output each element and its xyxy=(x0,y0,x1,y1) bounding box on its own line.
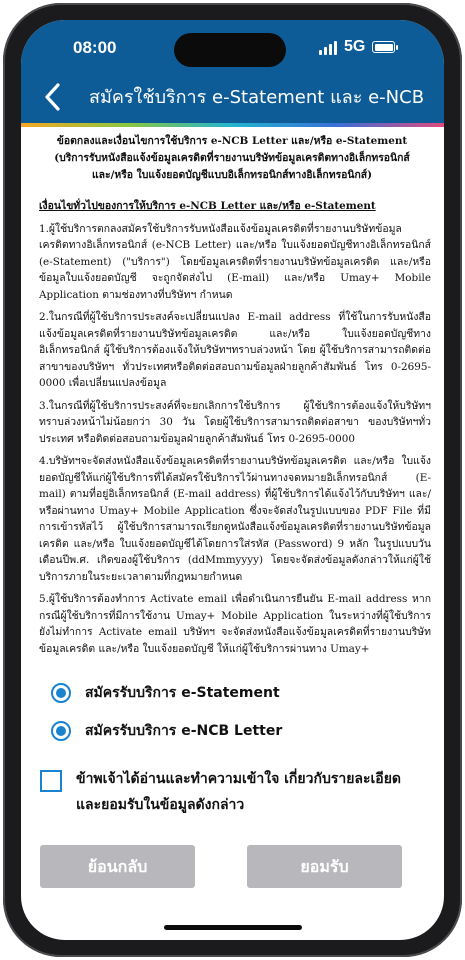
battery-icon xyxy=(372,41,395,53)
terms-heading-line: (บริการรับหนังสือแจ้งข้อมูลเครดิตที่รายงานบริษัทข้อมูลเครดิตทางอิเล็กทรอนิกส์ xyxy=(54,152,410,164)
option-label: สมัครรับบริการ e-NCB Letter xyxy=(85,723,283,739)
battery-cap xyxy=(396,45,398,50)
consent-label: ข้าพเจ้าได้อ่านและทำความเข้าใจ เกี่ยวกับรายละเอียด และยอมรับในข้อมูลดังกล่าว xyxy=(76,771,402,813)
terms-subheading: เงื่อนไขทั่วไปของการให้บริการ e-NCB Letter และ/หรือ e-Statement xyxy=(39,200,376,212)
terms-heading xyxy=(33,133,431,184)
accept-button[interactable]: ยอมรับ xyxy=(247,845,402,888)
terms-paragraph: 1.ผู้ใช้บริการตกลงสมัครใช้บริการรับหนังสือแจ้งข้อมูลเครดิตที่รายงานบริษัทข้อมูลเครดิตทางอิเล็กทรอนิกส์ (e-NCB Letter) และ/หรือ ใบแจ้งยอดบัญชีทางอิเล็กทรอนิกส์ (e-Statement) ("บริการ") โดยข้อมูลเครดิตที่รายงานบริษัทข้อมูลเครดิต และ/หรือ ข้อมูลใบแจ้งยอดบัญชี จะถูกจัดส่งไป (E-mail) และ/หรือ Umay+ Mobile Application ตามช่องทางที่บริษัทฯ กำหนด xyxy=(39,222,431,301)
terms-paragraph: 4.บริษัทฯจะจัดส่งหนังสือแจ้งข้อมูลเครดิตที่รายงานบริษัทข้อมูลเครดิต และ/หรือ ใบแจ้งยอดบัญชีให้แก่ผู้ใช้บริการที่ได้สมัครใช้บริการไว้ผ่านทางจดหมายอิเล็กทรอนิกส์ (E-mail) ตามที่อยู่อิเล็กทรอนิกส์ (E-mail address) ที่ผู้ใช้บริการได้แจ้งไว้กับบริษัทฯ และ/หรือผ่านทาง Umay+ Mobile Application ซึ่งจะจัดส่งในรูปแบบของ PDF File ที่มีการเข้ารหัสไว้ ผู้ใช้บริการสามารถเรียกดูหนังสือแจ้งข้อมูลเครดิตที่รายงานบริษัทข้อมูลเครดิต และ/หรือ ใบแจ้งยอดบัญชีได้โดยการใส่รหัส (Password) 9 หลัก ในรูปแบบวันเดือนปีพ.ศ. เกิดของผู้ใช้บริการ (ddMmmyyyy) โดยจะจัดส่งข้อมูลดังกล่าวให้แก่ผู้ใช้บริการภายในระยะเวลาตามที่กฎหมายกำหนด xyxy=(39,455,431,583)
radio-selected-icon[interactable] xyxy=(51,683,71,703)
back-action-button[interactable]: ย้อนกลับ xyxy=(40,845,195,888)
terms-document[interactable] xyxy=(33,133,431,667)
terms-heading-line: และ/หรือ ใบแจ้งยอดบัญชีแบบอิเล็กทรอนิกส์ทางอิเล็กทรอนิกส์) xyxy=(91,169,373,181)
terms-paragraph: 2.ในกรณีที่ผู้ใช้บริการประสงค์จะเปลี่ยนแปลง E-mail address ที่ใช้ในการรับหนังสือแจ้งข้อมูลเครดิตที่รายงานบริษัทข้อมูลเครดิต และ/หรือ ใบแจ้งยอดบัญชีทางอิเล็กทรอนิกส์ ผู้ใช้บริการต้องแจ้งให้บริษัทฯทราบล่วงหน้า โดย ผู้ใช้บริการสามารถติดต่อสาขาของบริษัทฯ ทั่วประเทศหรือติดต่อสอบถามข้อมูลฝ่ายลูกค้าสัมพันธ์ โทร 0-2695-0000 เพื่อเปลี่ยนแปลงข้อมูล xyxy=(39,311,431,389)
radio-selected-icon[interactable] xyxy=(51,721,71,741)
option-label: สมัครรับบริการ e-Statement xyxy=(85,685,280,701)
consent-checkbox[interactable] xyxy=(40,770,62,792)
phone-frame xyxy=(3,3,462,957)
terms-heading-line: ข้อตกลงและเงื่อนไขการใช้บริการ e-NCB Letter และ/หรือ e-Statement xyxy=(56,135,408,147)
status-time: 08:00 xyxy=(73,38,117,57)
header-color-stripe xyxy=(21,123,444,127)
network-type: 5G xyxy=(344,38,366,55)
option-e-statement[interactable] xyxy=(51,682,280,704)
home-indicator xyxy=(164,925,302,930)
back-button[interactable] xyxy=(41,80,65,114)
dynamic-island xyxy=(174,33,286,67)
app-header xyxy=(21,20,444,123)
app-screen xyxy=(21,20,444,940)
option-e-ncb-letter[interactable] xyxy=(51,720,282,742)
signal-icon xyxy=(319,41,339,55)
terms-paragraph: 3.ในกรณีที่ผู้ใช้บริการประสงค์ที่จะยกเลิกการใช้บริการ ผู้ใช้บริการต้องแจ้งให้บริษัทฯทราบล่วงหน้าไม่น้อยกว่า 30 วัน โดยผู้ใช้บริการสามารถติดต่อสาขา ของบริษัทฯทั่วประเทศ หรือติดต่อสอบถามข้อมูลฝ่ายลูกค้าสัมพันธ์ โทร 0-2695-0000 xyxy=(39,399,431,445)
page-title: สมัครใช้บริการ e-Statement และ e-NCB xyxy=(89,87,425,108)
chevron-left-icon xyxy=(41,80,65,114)
terms-paragraph: 5.ผู้ใช้บริการต้องทำการ Activate email เพื่อดำเนินการยืนยัน E-mail address หากกรณีผู้ใช้บริการที่มีการใช้งาน Umay+ Mobile Application ในระหว่างที่ผู้ใช้บริการยังไม่ทำการ Activate email บริษัทฯ จะจัดส่งหนังสือแจ้งข้อมูลเครดิตที่รายงานบริษัทข้อมูลเครดิต และ/หรือ ใบแจ้งยอดบัญชี ให้แก่ผู้ใช้บริการผ่านทาง Umay+ xyxy=(39,593,431,655)
